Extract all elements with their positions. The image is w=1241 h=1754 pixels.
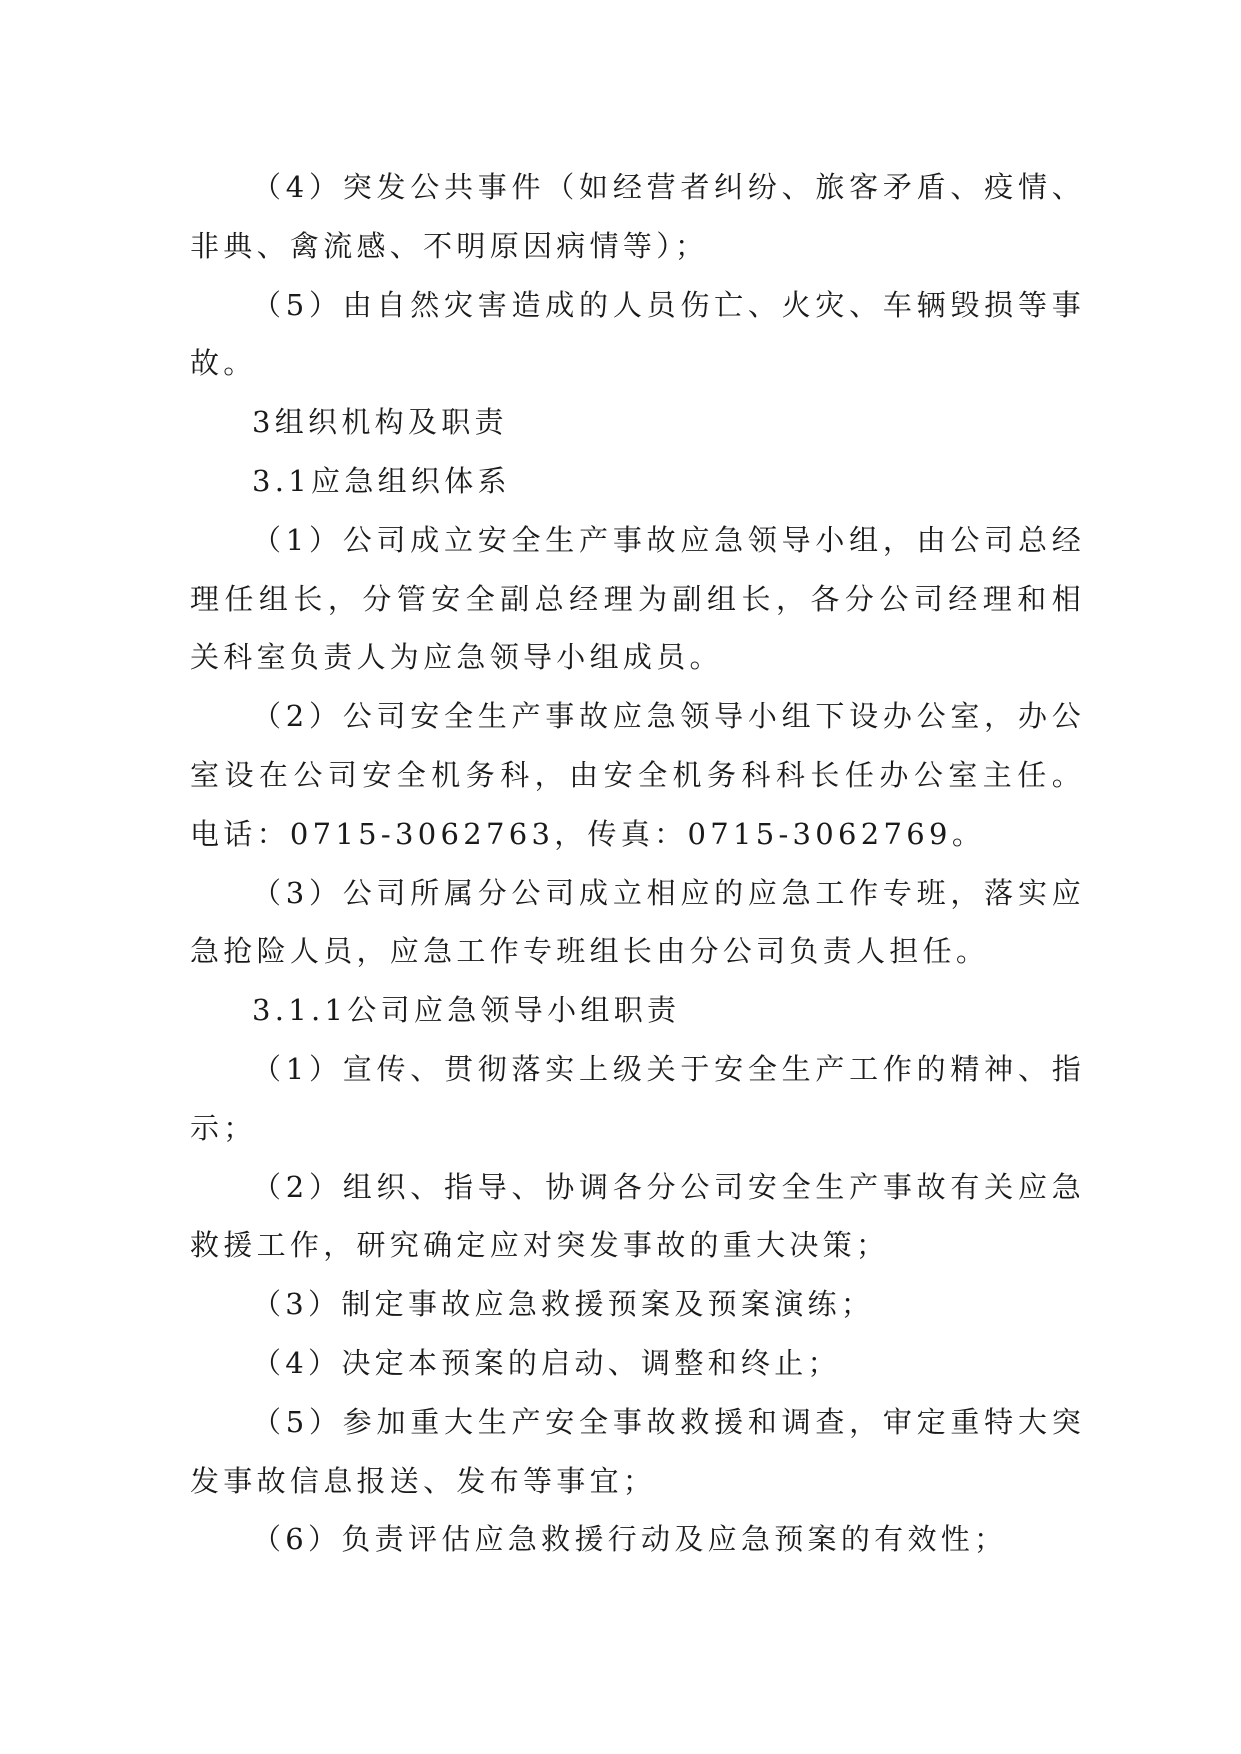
paragraph-duty-item-3: （3）制定事故应急救援预案及预案演练； xyxy=(252,1287,875,1322)
paragraph-duty-item-4: （4）决定本预案的启动、调整和终止； xyxy=(252,1345,841,1380)
paragraph-item-5-natural-disasters: （5）由自然灾害造成的人员伤亡、火灾、车辆毁损等事故。 xyxy=(190,287,1085,381)
section-heading-3-1: 3.1应急组织体系 xyxy=(252,463,511,498)
paragraph-duty-item-5: （5）参加重大生产安全事故救援和调查，审定重特大突发事故信息报送、发布等事宜； xyxy=(190,1404,1085,1498)
paragraph-org-item-3: （3）公司所属分公司成立相应的应急工作专班，落实应急抢险人员，应急工作专班组长由分公司负责人担任。 xyxy=(190,875,1085,969)
paragraph-org-item-2: （2）公司安全生产事故应急领导小组下设办公室，办公室设在公司安全机务科，由安全机务科科长任办公室主任。电话：0715-3062763，传真：0715-3062769。 xyxy=(190,699,1085,851)
paragraph-item-4-public-events: （4）突发公共事件（如经营者纠纷、旅客矛盾、疫情、非典、禽流感、不明原因病情等）； xyxy=(190,170,1085,263)
section-heading-3: 3组织机构及职责 xyxy=(252,405,508,440)
paragraph-duty-item-1: （1）宣传、贯彻落实上级关于安全生产工作的精神、指示； xyxy=(190,1051,1085,1145)
document-body xyxy=(190,158,1085,1569)
paragraph-duty-item-6: （6）负责评估应急救援行动及应急预案的有效性； xyxy=(252,1522,1008,1557)
section-heading-3-1-1: 3.1.1公司应急领导小组职责 xyxy=(252,993,681,1028)
paragraph-org-item-1: （1）公司成立安全生产事故应急领导小组，由公司总经理任组长，分管安全副总经理为副组长，各分公司经理和相关科室负责人为应急领导小组成员。 xyxy=(190,522,1085,675)
paragraph-duty-item-2: （2）组织、指导、协调各分公司安全生产事故有关应急救援工作，研究确定应对突发事故的重大决策； xyxy=(190,1169,1085,1263)
